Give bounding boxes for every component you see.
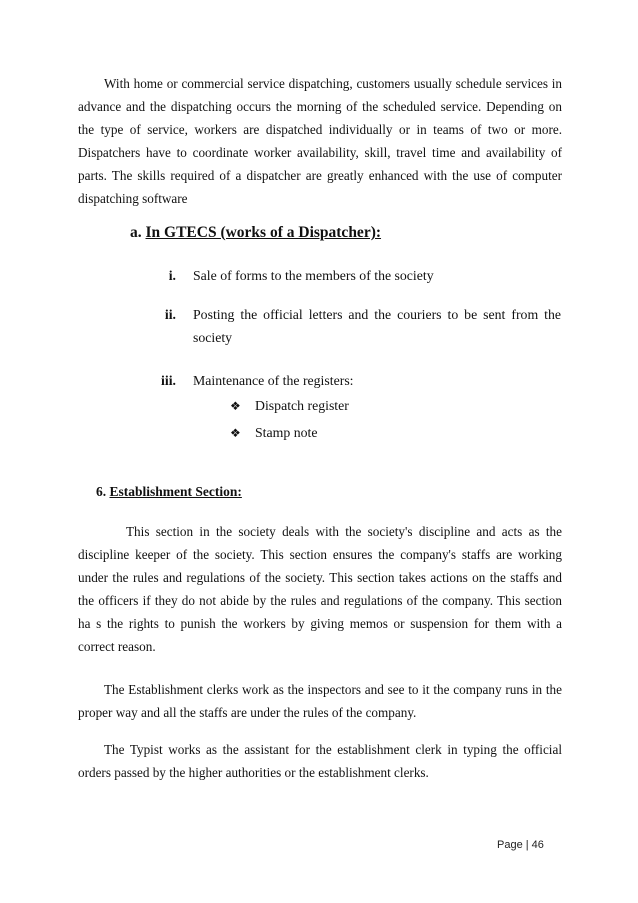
typist-paragraph: The Typist works as the assistant for the establishment clerk in typing the official orders passed by the higher authorities or the establishment clerks. xyxy=(78,742,562,780)
diamond-bullet-icon: ❖ xyxy=(230,426,241,440)
establishment-paragraph: This section in the society deals with the society's discipline and acts as the discipline keeper of the society. This section ensures the company's staffs are working under the rules and regulations of the society. This section takes actions on the staffs and the officers if they do not abide by the rules and regulations of the company. This section ha s the rights to punish the workers by giving memos or suspension for them with a correct reason. xyxy=(78,524,562,654)
page-number: Page | 46 xyxy=(497,839,544,851)
section-a-title: In GTECS (works of a Dispatcher): xyxy=(145,224,382,241)
clerks-paragraph: The Establishment clerks work as the inspectors and see to it the company runs in the proper way and all the staffs are under the rules of the company. xyxy=(78,682,562,720)
intro-paragraph: With home or commercial service dispatching, customers usually schedule services in advance and the dispatching occurs the morning of the scheduled service. Depending on the type of service, workers are dispatched individually or in teams of two or more. Dispatchers have to coordinate worker availability, skill, travel time and availability of parts. The skills required of a dispatcher are greatly enhanced with the use of computer dispatching software xyxy=(78,76,562,206)
diamond-bullet-icon: ❖ xyxy=(230,399,241,413)
section-a-marker: a. xyxy=(130,224,142,241)
list-item-number: i. xyxy=(168,268,176,283)
section-6-marker: 6. xyxy=(96,484,107,499)
section-6-title: Establishment Section: xyxy=(109,484,242,499)
list-item-text: Maintenance of the registers: xyxy=(193,373,354,388)
bullet-item xyxy=(230,394,349,418)
list-item-text: Sale of forms to the members of the society xyxy=(193,268,434,283)
bullet-text: Stamp note xyxy=(255,425,318,440)
bullet-text: Dispatch register xyxy=(255,398,349,413)
list-item-number: ii. xyxy=(164,307,176,322)
list-item-text: Posting the official letters and the couriers to be sent from the society xyxy=(193,307,561,345)
section-6-heading xyxy=(96,484,242,500)
section-a-heading xyxy=(130,224,381,242)
bullet-item xyxy=(230,421,317,445)
list-item-number: iii. xyxy=(161,373,176,388)
